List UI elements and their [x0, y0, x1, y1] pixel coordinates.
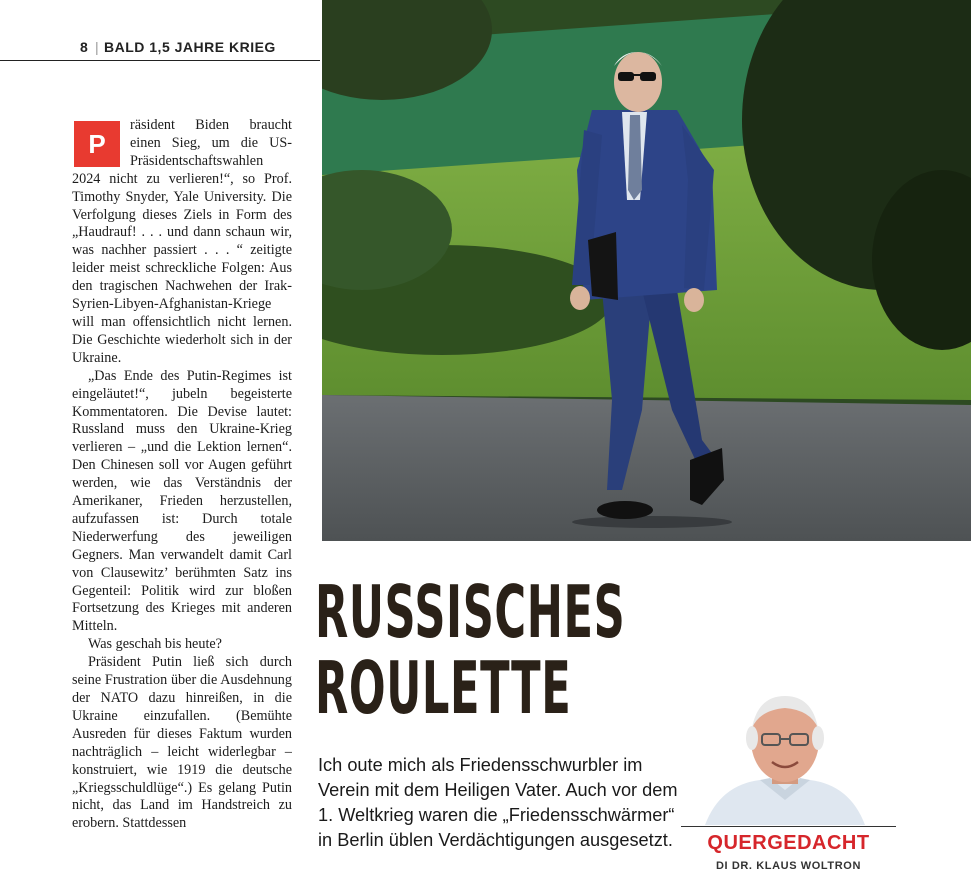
- drop-cap: P: [74, 121, 120, 167]
- page-header: [0, 36, 320, 61]
- column-name: QUERGEDACHT: [707, 832, 870, 854]
- headline: [315, 570, 626, 730]
- paragraph-text: räsident Biden braucht einen Sieg, um die US-Präsidentschaftswahlen 2024 nicht zu verlieren!“, so Prof. Timothy Snyder, Yale University. Die Verfolgung dieses Ziels in Form des „Haudrauf! . . . und dann schaun wir, was nachher passiert . . . “ zeitigte leider meist schreckliche Folgen: Aus den tragischen Nachwehen der Irak-Syrien-Libyen-Afghanistan-Kriege will man offensichtlich nicht lernen. Die Geschichte wiederholt sich in der Ukraine.: [72, 117, 292, 366]
- author-byline: DI DR. KLAUS WOLTRON: [715, 860, 861, 872]
- column-box-rule: [681, 826, 896, 827]
- headline-line-2: ROULETTE: [315, 646, 572, 730]
- author-portrait-illustration: [700, 690, 870, 825]
- main-photo: [322, 0, 971, 541]
- lead-text: Ich oute mich als Friedensschwurbler im Verein mit dem Heiligen Vater. Auch vor dem 1. Weltkrieg waren die „Friedensschwärmer“ in Berlin üblen Verdächtigungen ausgesetzt.: [318, 755, 678, 850]
- headline-line-1: RUSSISCHES: [315, 570, 626, 654]
- header-separator: |: [95, 39, 100, 55]
- article-body: [72, 117, 292, 879]
- article-paragraph: [72, 117, 292, 368]
- author-portrait: [700, 690, 870, 825]
- page-number: 8: [80, 39, 89, 55]
- section-title: BALD 1,5 JAHRE KRIEG: [104, 39, 276, 55]
- article-paragraph: Präsident Putin ließ sich durch seine Frustration über die Ausdehnung der NATO dazu hinreißen, in die Ukraine einzufallen. (Bemühte Ausreden für dieses Faktum wurden nachträglich – leicht widerlegbar – konstruiert, wie 1919 die deutsche „Kriegsschuldlüge“.) Es gelang Putin nicht, das Land im Handstreich zu erobern. Stattdessen: [72, 654, 292, 832]
- article-paragraph: Was geschah bis heute?: [88, 636, 222, 653]
- photo-illustration: [322, 0, 971, 541]
- article-paragraph: „Das Ende des Putin-Regimes ist eingeläutet!“, jubeln begeisterte Kommentatoren. Die Devise lautet: Russland muss den Ukraine-Krieg verlieren – „und die Lektion lernen“. Den Chinesen soll vor Augen geführt werden, wie das Verständnis der Amerikaner, Frieden herzustellen, aufzufassen ist: Durch totale Niederwerfung des jeweiligen Gegners. Man verwandelt damit Carl von Clausewitz’ berühmten Satz ins Gegenteil: Politik wird zur bloßen Fortsetzung des Krieges mit anderen Mitteln.: [72, 367, 292, 635]
